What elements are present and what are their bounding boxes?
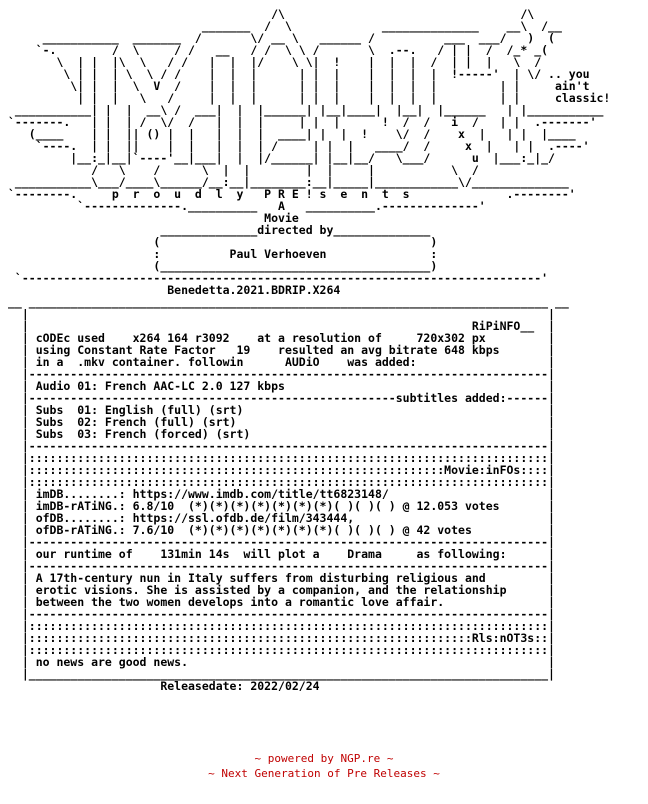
footer-powered-by: ~ powered by NGP.re ~ <box>254 752 394 765</box>
footer-tagline: ~ Next Generation of Pre Releases ~ <box>208 767 440 780</box>
nfo-text: /\ /\ _______ / \ ______________ __\ /__ ___________ _______ / \/ __ \ ______ / ___ ___/ ) ( `-. / \ / / __ / / \ \ / \ .--. / | | / /_* _( \ | | |\ \ / / | | |/ \ \| ! | | | / | | | \ / \ | | | \ \ / / | | | | | | | | | | !-----' | \/ .. you \| | | \ V / | | | | | | | | | | | | ain't | | | \ / | | | | | | | | | | | | classic! ___________| | | __\ / ___| | |______| |__|____| |__| |______ | |___________ `-------. | | | / \/ / | | | | | | ! / / i / | | .-------' (____ | | || () | | | | | ____| | | ! \/ / x | | | |____ `----. | | || | | | | | / | | | ____/ / x | | | .----' |__:_|__|`----'__|___| | |/______| |__|__/ \___/ u |___:_|_/ / \ / \ | | | | | \ / ___________\___/____\______/__:__|________:__|_____|____________\/______________ `--------. p r o u d l y P R E ! s e n t s .--------' `--------------.__________ A __________.--------------' Movie ______________directed by______________ ( ) : Paul Verhoeven : (_______________________________________) `---------------------------------------------------------------------------' Benedetta.2021.BDRIP.X264 __ ___________________________________________________________________________ __ | | | RiPiNFO__ | | cODEc used x264 164 r3092 at a resolution of 720x302 px | | using Constant Rate Factor 19 resulted an avg bitrate 648 kbps | | in a .mkv container. followin AUDiO was added: | |---------------------------------------------------------------------------| | Audio 01: French AAC-LC 2.0 127 kbps | |-----------------------------------------------------subtitles added:------| | Subs 01: English (full) (srt) | | Subs 02: French (full) (srt) | | Subs 03: French (forced) (srt) | |---------------------------------------------------------------------------| |:::::::::::::::::::::::::::::::::::::::::::::::::::::::::::::::::::::::::::| |::::::::::::::::::::::::::::::::::::::::::::::::::::::::::::Movie:inFOs::::| |:::::::::::::::::::::::::::::::::::::::::::::::::::::::::::::::::::::::::::| | imDB........: https://www.imdb.com/title/tt6823148/ | | imDB-rATiNG.: 6.8/10 (*)(*)(*)(*)(*)(*)(*)( )( )( ) @ 12.053 votes | | ofDB........: https://ssl.ofdb.de/film/343444, | | ofDB-rATiNG.: 7.6/10 (*)(*)(*)(*)(*)(*)(*)( )( )( ) @ 42 votes | |---------------------------------------------------------------------------| | our runtime of 131min 14s will plot a Drama as following: | |---------------------------------------------------------------------------| | A 17th-century nun in Italy suffers from disturbing religious and | | erotic visions. She is assisted by a companion, and the relationship | | between the two women develops into a romantic love affair. | |---------------------------------------------------------------------------| |:::::::::::::::::::::::::::::::::::::::::::::::::::::::::::::::::::::::::::| |::::::::::::::::::::::::::::::::::::::::::::::::::::::::::::::::Rls:nOT3s::| |:::::::::::::::::::::::::::::::::::::::::::::::::::::::::::::::::::::::::::| | no news are good news. | |___________________________________________________________________________| Releasedate: 2022/02/24 <box>8 8 611 693</box>
